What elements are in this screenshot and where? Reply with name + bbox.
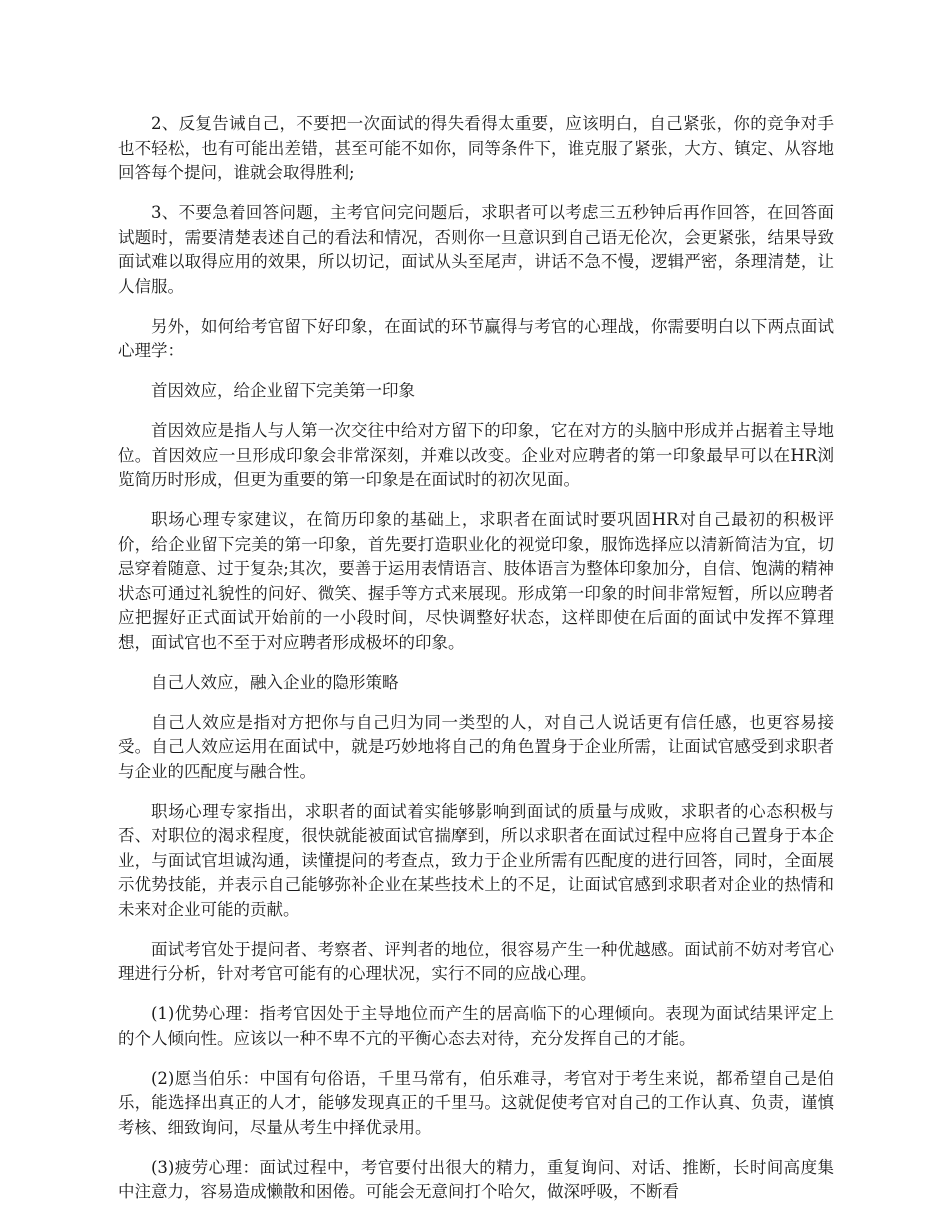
paragraph-bole-mindset: (2)愿当伯乐：中国有句俗语，千里马常有，伯乐难寻，考官对于考生来说，都希望自己是伯乐，能选择出真正的人才，能够发现真正的千里马。这就促使考官对自己的工作认真、负责，谨慎考核、细致询问，尽量从考生中择优录用。 [118,1068,834,1137]
paragraph-insider-advice: 职场心理专家指出，求职者的面试着实能够影响到面试的质量与成败，求职者的心态积极与否、对职位的渴求程度，很快就能被面试官揣摩到，所以求职者在面试过程中应将自己置身于本企业，与面试官坦诚沟通，读懂提问的考查点，致力于企业所需有匹配度的进行回答，同时，全面展示优势技能，并表示自己能够弥补企业在某些技术上的不足，让面试官感到求职者对企业的热情和未来对企业可能的贡献。 [118,801,834,919]
paragraph-fatigue-mindset: (3)疲劳心理：面试过程中，考官要付出很大的精力，重复询问、对话、推断，长时间高度集中注意力，容易造成懒散和困倦。可能会无意间打个哈欠，做深呼吸，不断看 [118,1157,834,1201]
document-body [118,112,834,1220]
paragraph-primacy-advice: 职场心理专家建议，在简历印象的基础上，求职者在面试时要巩固HR对自己最初的积极评价，给企业留下完美的第一印象，首先要打造职业化的视觉印象，服饰选择应以清新简洁为宜，切忌穿着随意、过于复杂;其次，要善于运用表情语言、肢体语言为整体印象加分，自信、饱满的精神状态可通过礼貌性的问好、微笑、握手等方式来展现。形成第一印象的时间非常短暂，所以应聘者应把握好正式面试开始前的一小段时间，尽快调整好状态，这样即使在后面的面试中发挥不算理想，面试官也不至于对应聘者形成极坏的印象。 [118,510,834,652]
paragraph-intro-psychology: 另外，如何给考官留下好印象，在面试的环节赢得与考官的心理战，你需要明白以下两点面试心理学： [118,316,834,360]
heading-primacy-effect: 首因效应，给企业留下完美第一印象 [151,381,415,400]
paragraph-insider-definition: 自己人效应是指对方把你与自己归为同一类型的人，对自己人说话更有信任感，也更容易接受。自己人效应运用在面试中，就是巧妙地将自己的角色置身于企业所需，让面试官感受到求职者与企业的匹配度与融合性。 [118,712,834,781]
heading-insider-effect: 自己人效应，融入企业的隐形策略 [151,672,399,692]
paragraph-examiner-psychology: 面试考官处于提问者、考察者、评判者的地位，很容易产生一种优越感。面试前不妨对考官心理进行分析，针对考官可能有的心理状况，实行不同的应战心理。 [118,939,834,983]
paragraph-superiority-mindset: (1)优势心理：指考官因处于主导地位而产生的居高临下的心理倾向。表现为面试结果评定上的个人倾向性。应该以一种不卑不亢的平衡心态去对待，充分发挥自己的才能。 [118,1004,834,1048]
paragraph-primacy-definition: 首因效应是指人与人第一次交往中给对方留下的印象，它在对方的头脑中形成并占据着主导地位。首因效应一旦形成印象会非常深刻，并难以改变。企业对应聘者的第一印象最早可以在HR浏览简历时形成，但更为重要的第一印象是在面试时的初次见面。 [118,421,834,489]
paragraph-tip-3: 3、不要急着回答问题，主考官问完问题后，求职者可以考虑三五秒钟后再作回答，在回答面试题时，需要清楚表述自己的看法和情况，否则你一旦意识到自己语无伦次，会更紧张，结果导致面试难以取得应用的效果，所以切记，面试从头至尾声，讲话不急不慢，逻辑严密，条理清楚，让人信服。 [118,203,834,296]
paragraph-tip-2: 2、反复告诫自己，不要把一次面试的得失看得太重要，应该明白，自己紧张，你的竞争对手也不轻松，也有可能出差错，甚至可能不如你，同等条件下，谁克服了紧张，大方、镇定、从容地回答每个提问，谁就会取得胜利; [118,114,834,182]
